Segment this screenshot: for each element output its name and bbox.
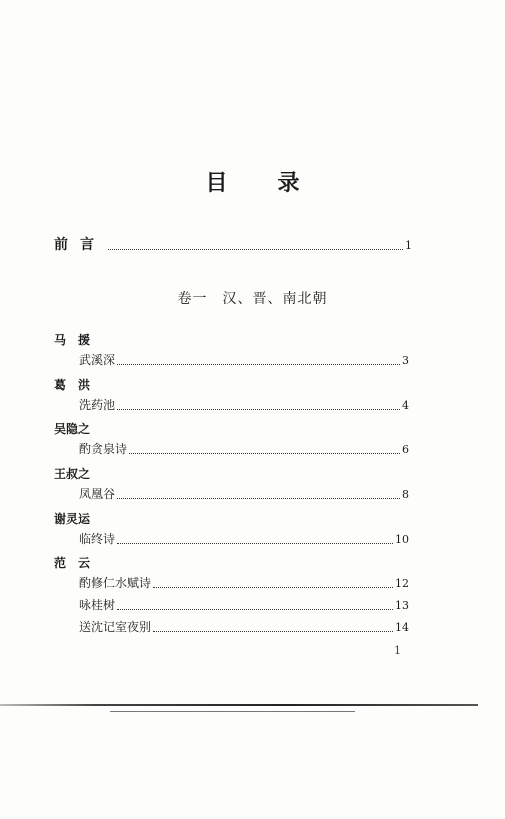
work-page: 13	[395, 599, 409, 612]
toc-entry[interactable]	[79, 487, 409, 502]
dot-leader	[117, 408, 400, 410]
dot-leader	[117, 542, 393, 544]
work-title: 酌贪泉诗	[79, 442, 128, 456]
toc-entry[interactable]	[79, 620, 409, 635]
toc-entry[interactable]	[79, 576, 409, 591]
page-title	[0, 166, 505, 197]
title-char-2: 录	[277, 170, 300, 196]
work-page: 8	[402, 488, 409, 501]
author-heading: 王叔之	[54, 467, 91, 481]
dot-leader	[108, 248, 403, 250]
toc-entry[interactable]	[79, 532, 409, 547]
author-heading: 吴隐之	[54, 422, 91, 436]
author-heading: 谢灵运	[54, 512, 91, 526]
work-title: 洗药池	[79, 398, 116, 412]
page-number: 1	[394, 644, 401, 657]
toc-entry[interactable]	[79, 398, 409, 413]
author-heading: 范云	[54, 556, 103, 570]
work-title: 送沈记室夜别	[79, 620, 152, 634]
dot-leader	[153, 630, 393, 632]
work-page: 3	[402, 354, 409, 367]
preface-page: 1	[405, 239, 412, 252]
work-page: 12	[395, 577, 409, 590]
author-heading: 葛洪	[54, 378, 103, 392]
work-title: 酌修仁水赋诗	[79, 576, 152, 590]
dot-leader	[117, 608, 393, 610]
volume-heading: 卷一 汉、晋、南北朝	[177, 291, 328, 307]
dot-leader	[153, 586, 393, 588]
work-title: 凤凰谷	[79, 487, 116, 501]
work-page: 14	[395, 621, 409, 634]
work-page: 6	[402, 443, 409, 456]
dot-leader	[117, 497, 400, 499]
work-title: 武溪深	[79, 353, 116, 367]
toc-entry[interactable]	[79, 353, 409, 368]
preface-label: 前言	[54, 237, 106, 253]
footer-rule-secondary	[110, 711, 355, 712]
work-page: 4	[402, 399, 409, 412]
work-title: 咏桂树	[79, 598, 116, 612]
author-heading: 马援	[54, 333, 103, 347]
footer-rule	[0, 704, 478, 706]
work-page: 10	[395, 533, 409, 546]
dot-leader	[117, 363, 400, 365]
toc-entry[interactable]	[79, 442, 409, 457]
toc-entry-preface[interactable]	[54, 238, 412, 253]
work-title: 临终诗	[79, 532, 116, 546]
dot-leader	[129, 452, 400, 454]
title-char-1: 目	[205, 170, 228, 196]
toc-entry[interactable]	[79, 598, 409, 613]
